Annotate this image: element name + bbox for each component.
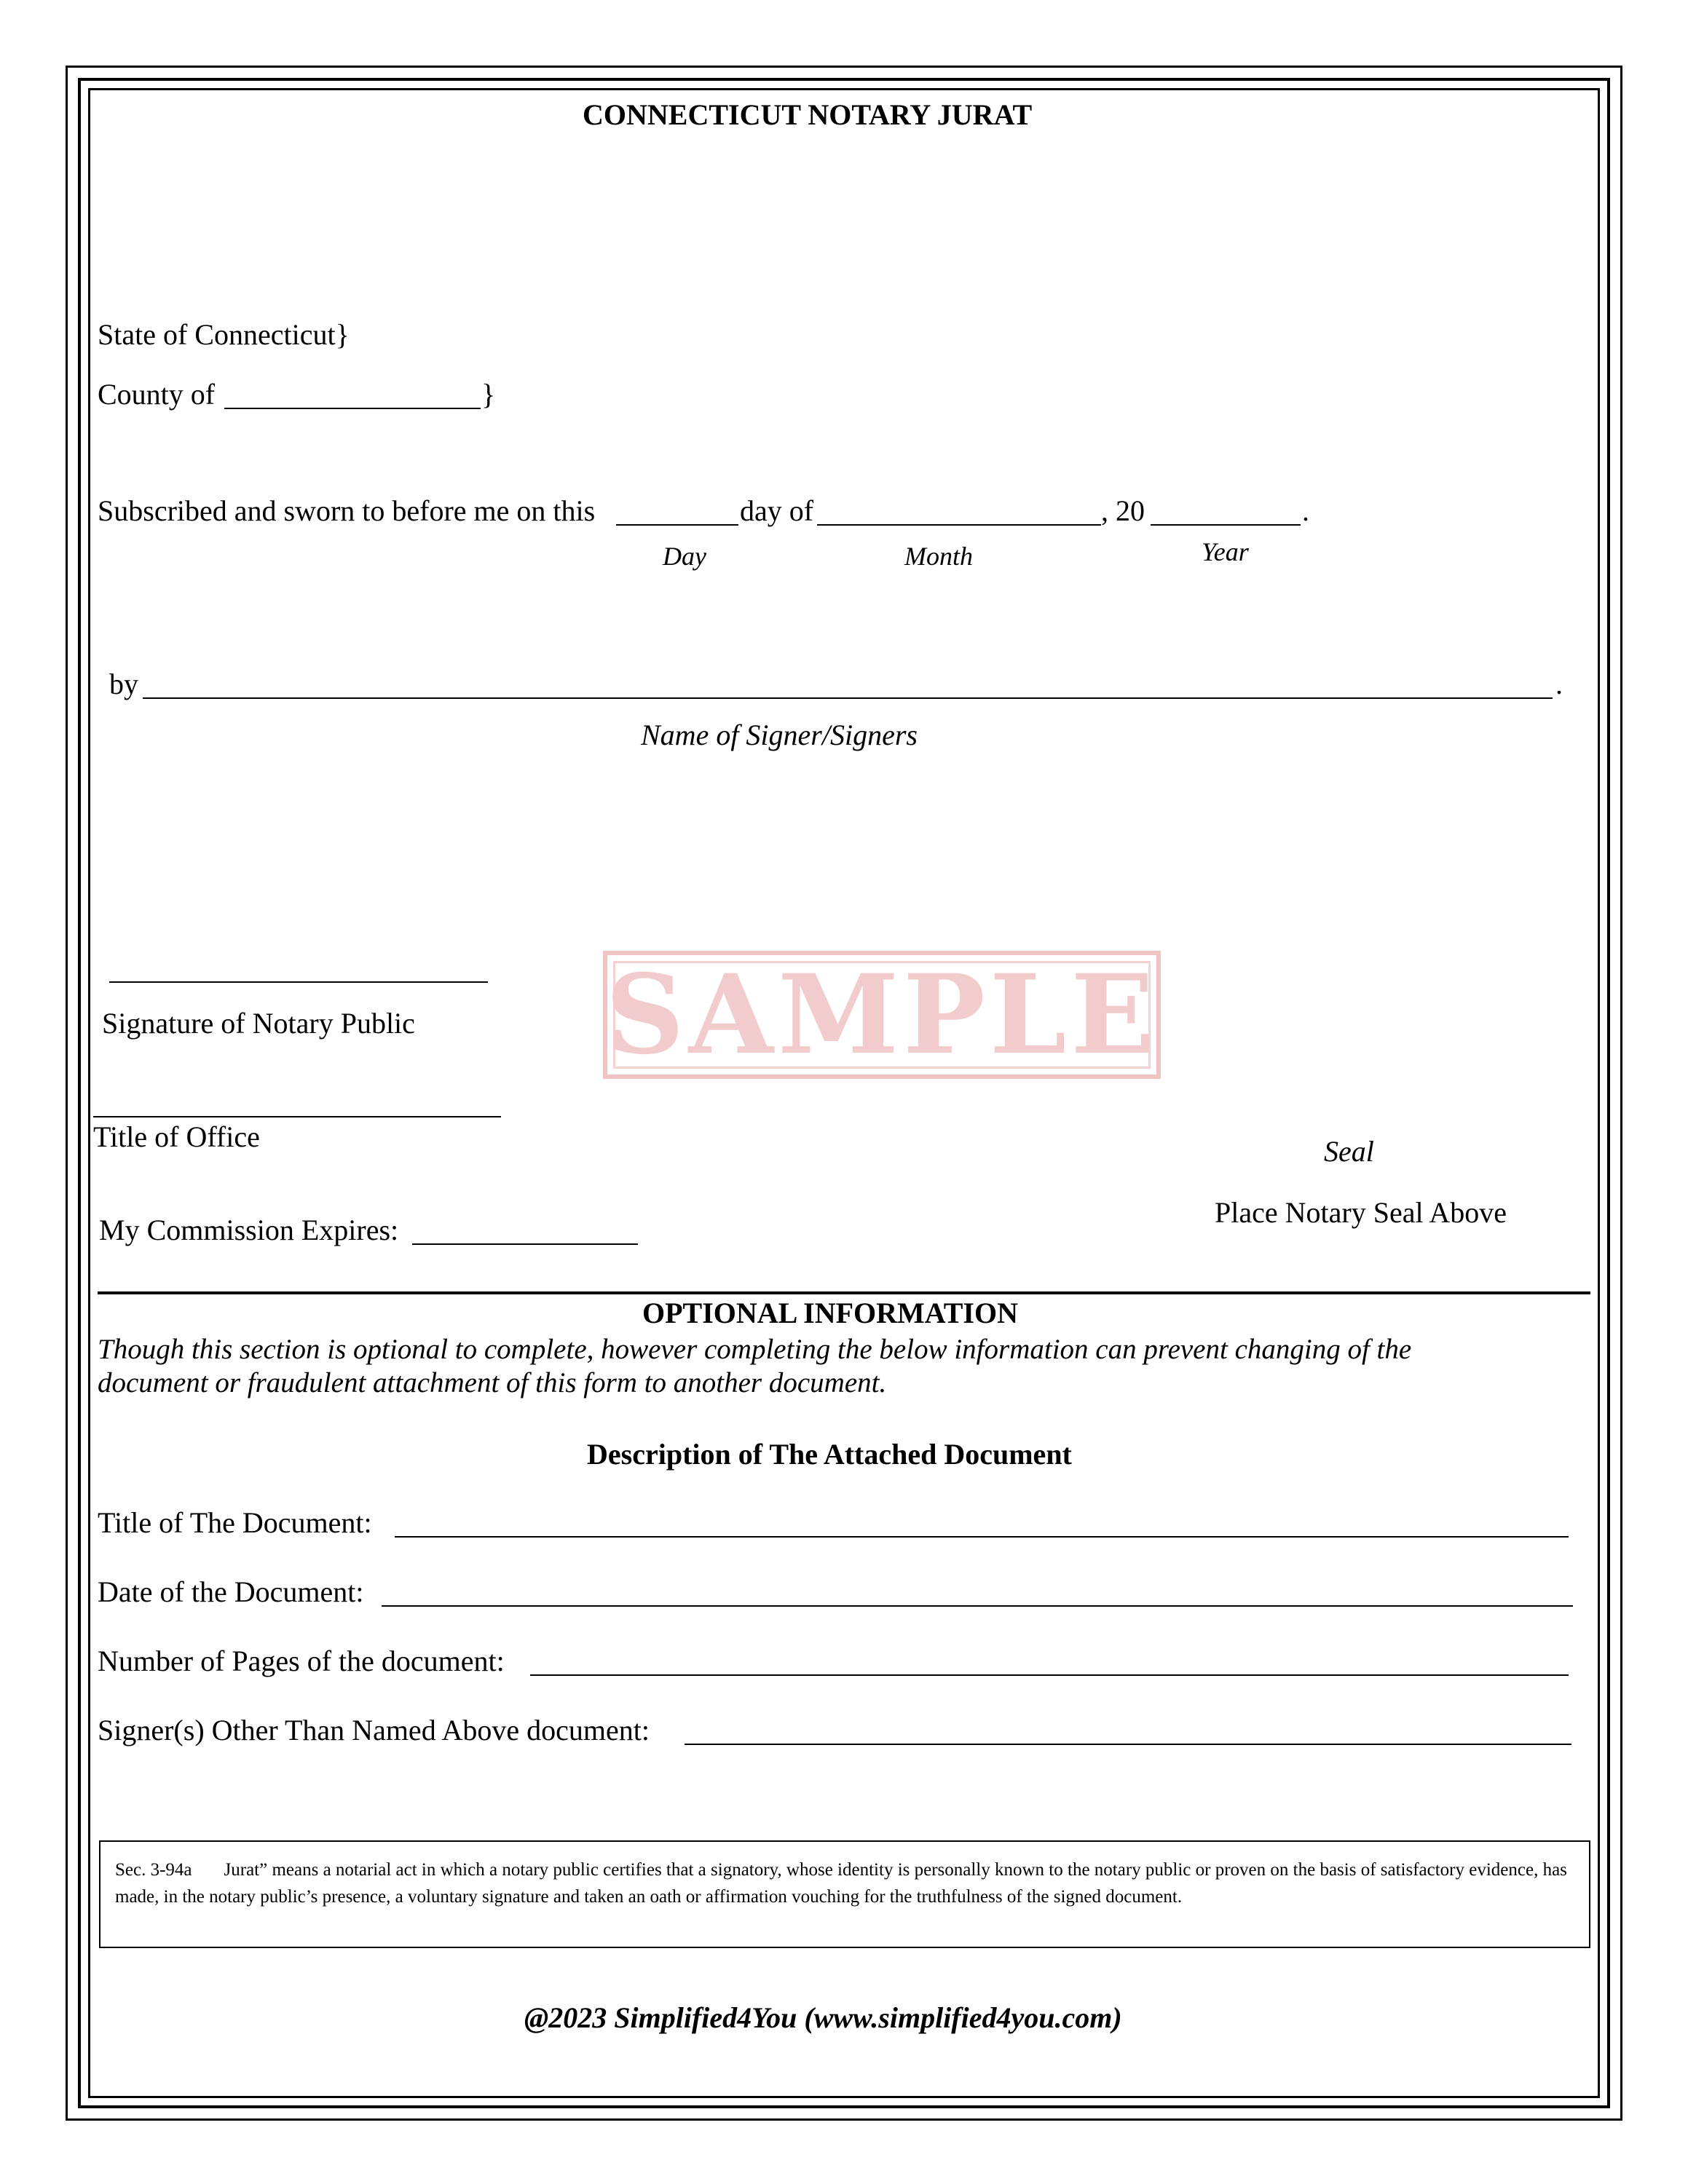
state-line: State of Connecticut} xyxy=(98,318,350,351)
document-date-field[interactable] xyxy=(382,1605,1573,1607)
by-period: . xyxy=(1555,668,1563,700)
day-field[interactable] xyxy=(616,524,738,526)
document-date-label: Date of the Document: xyxy=(98,1575,364,1608)
place-seal-label: Place Notary Seal Above xyxy=(1215,1196,1507,1229)
document-title-field[interactable] xyxy=(395,1536,1569,1538)
statute-section: Sec. 3-94a xyxy=(115,1860,192,1880)
commission-label: My Commission Expires: xyxy=(99,1214,399,1246)
day-of-label: day of xyxy=(740,494,814,527)
document-title-label: Title of The Document: xyxy=(98,1506,372,1539)
watermark-text: SAMPLE xyxy=(605,951,1159,1079)
century-label: , 20 xyxy=(1101,494,1145,527)
subscribed-label: Subscribed and sworn to before me on this xyxy=(98,494,596,527)
month-field[interactable] xyxy=(817,524,1101,526)
title-of-office-field[interactable] xyxy=(93,1116,501,1117)
inner-border xyxy=(88,88,1600,2098)
statute-text: Jurat” means a notarial act in which a notary public certifies that a signatory, whose identity is personally known to the notary public or proven on the basis of satisfactory evidence, has made, in the notary public’s presence, a voluntary signature and taken an oath or affirmation vouching for the truthfulness of the signed document. xyxy=(115,1860,1567,1907)
optional-note-line-2: document or fraudulent attachment of this form to another document. xyxy=(98,1367,887,1398)
title-of-office-label: Title of Office xyxy=(93,1120,260,1153)
county-label: County of xyxy=(98,378,216,411)
other-signers-field[interactable] xyxy=(685,1744,1571,1745)
by-label: by xyxy=(109,668,138,700)
day-caption: Day xyxy=(663,542,706,571)
county-brace: } xyxy=(481,378,496,411)
year-field[interactable] xyxy=(1151,524,1301,526)
notary-signature-field[interactable] xyxy=(109,981,488,983)
attached-document-heading: Description of The Attached Document xyxy=(587,1438,1072,1471)
form-title: CONNECTICUT NOTARY JURAT xyxy=(583,98,1033,131)
sample-watermark xyxy=(603,951,1161,1079)
year-caption: Year xyxy=(1202,537,1249,566)
signer-caption: Name of Signer/Signers xyxy=(641,719,918,751)
commission-field[interactable] xyxy=(412,1243,638,1245)
signer-name-field[interactable] xyxy=(143,697,1553,699)
seal-label: Seal xyxy=(1324,1135,1374,1168)
county-field[interactable] xyxy=(224,408,481,409)
other-signers-label: Signer(s) Other Than Named Above document: xyxy=(98,1714,650,1746)
optional-heading: OPTIONAL INFORMATION xyxy=(642,1297,1018,1329)
page-count-label: Number of Pages of the document: xyxy=(98,1645,505,1677)
page-count-field[interactable] xyxy=(530,1674,1569,1676)
statute-box xyxy=(99,1840,1590,1948)
section-divider xyxy=(98,1291,1590,1294)
footer-copyright: @2023 Simplified4You (www.simplified4you.com) xyxy=(524,2001,1122,2034)
optional-note-line-1: Though this section is optional to complete, however completing the below information can prevent changing of the xyxy=(98,1334,1412,1365)
notary-signature-label: Signature of Notary Public xyxy=(102,1007,415,1040)
month-caption: Month xyxy=(904,542,973,571)
subscribed-period: . xyxy=(1302,494,1309,527)
